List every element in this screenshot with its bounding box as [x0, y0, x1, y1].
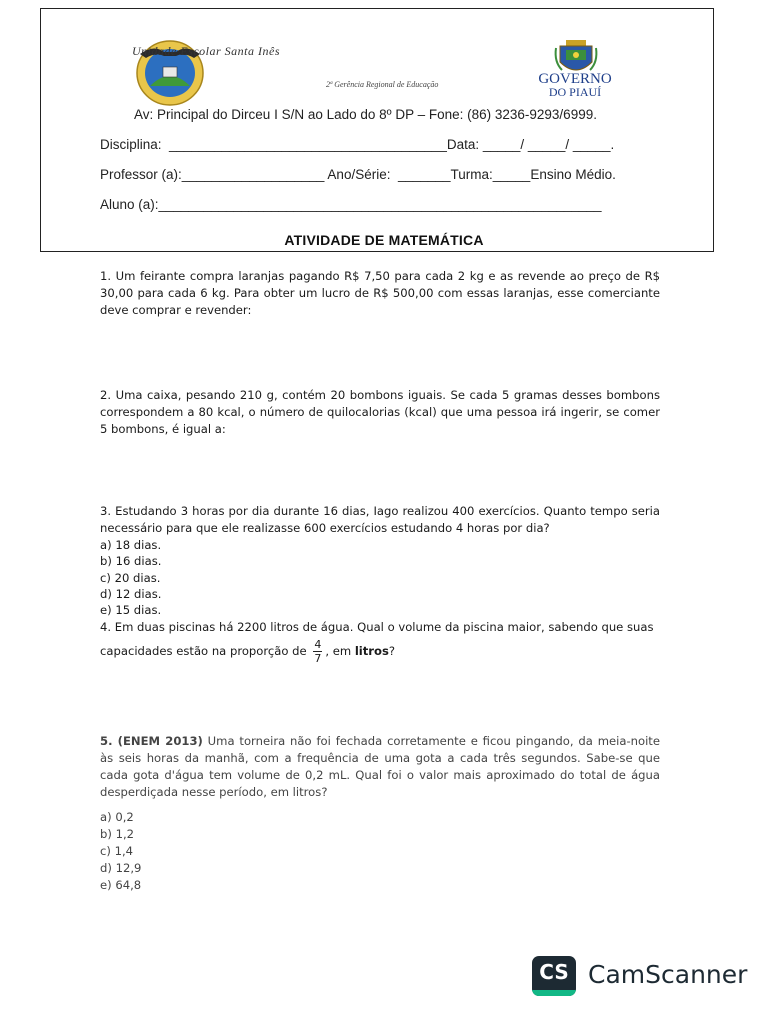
- gov-logo-line1: GOVERNO: [538, 71, 612, 87]
- question-3: [100, 503, 660, 618]
- question-5-option-e: e) 64,8: [100, 878, 142, 892]
- question-4-line-1: 4. Em duas piscinas há 2200 litros de água. Qual o volume da piscina maior, sabendo que suas: [100, 620, 654, 634]
- school-name: Unidade Escolar Santa Inês: [132, 44, 280, 58]
- question-5-option-a: a) 0,2: [100, 810, 134, 824]
- question-4-end: ?: [388, 644, 396, 658]
- question-5-option-d: d) 12,9: [100, 861, 142, 875]
- school-address: Av: Principal do Dirceu I S/N ao Lado do 8º DP – Fone: (86) 3236-9293/6999.: [134, 107, 597, 122]
- camscanner-logo-icon: [532, 956, 576, 996]
- question-2: 2. Uma caixa, pesando 210 g, contém 20 bombons iguais. Se cada 5 gramas desses bombons correspondem a 80 kcal, o número de quilocalorias (kcal) que uma pessoa irá ingerir, se comer 5 bombons, é igual a:: [100, 388, 660, 436]
- gov-logo-line2: DO PIAUÍ: [548, 85, 602, 99]
- camscanner-logo-stripe: [532, 990, 576, 996]
- camscanner-logo-text: CS: [539, 960, 569, 984]
- question-4-unit-prefix: , em: [325, 644, 355, 658]
- question-5-option-b: b) 1,2: [100, 827, 135, 841]
- secretaria-label: 2ª Gerência Regional de Educação: [326, 80, 439, 89]
- question-4-line-2: [100, 638, 660, 665]
- question-5: [100, 733, 660, 894]
- aluno-field-line: Aluno (a):___________________________________________________________: [100, 197, 602, 212]
- question-3-option-e: e) 15 dias.: [100, 603, 162, 618]
- question-3-option-c: c) 20 dias.: [100, 570, 161, 585]
- question-1: 1. Um feirante compra laranjas pagando R$ 7,50 para cada 2 kg e as revende ao preço de R$ 30,00 para cada 6 kg. Para obter um lucro de R$ 500,00 com essas laranjas, esse comerciante deve comprar e revender:: [100, 269, 660, 317]
- question-3-option-a: a) 18 dias.: [100, 538, 162, 552]
- fraction-numerator: 4: [314, 638, 322, 651]
- question-3-text: 3. Estudando 3 horas por dia durante 16 dias, Iago realizou 400 exercícios. Quanto tempo seria necessário para que ele realizasse 600 exercícios estudando 4 horas por dia?: [100, 504, 660, 535]
- government-logo-text: [537, 73, 613, 99]
- page-title: ATIVIDADE DE MATEMÁTICA: [284, 232, 484, 248]
- question-3-option-d: d) 12 dias.: [100, 586, 162, 601]
- question-5-statement: Uma torneira não foi fechada corretamente e ficou pingando, da meia-noite às seis horas da manhã, com a frequência de uma gota a cada três segundos. Sabe-se que cada gota d'água tem volume de 0,2 mL. Qual foi o valor mais aproximado do total de água desperdiçada nesse período, em litros?: [100, 734, 660, 799]
- question-4-unit: litros: [354, 644, 389, 658]
- camscanner-brand: CamScanner: [588, 960, 748, 989]
- question-5-label: 5. (ENEM 2013): [100, 734, 203, 748]
- question-3-option-b: b) 16 dias.: [100, 554, 162, 569]
- question-4: [100, 619, 660, 665]
- disciplina-field-line: Disciplina: _____________________________________Data: _____/ _____/ _____.: [100, 137, 615, 152]
- question-5-text: [100, 733, 660, 801]
- fraction-denominator: 7: [314, 652, 322, 665]
- question-4-proportion-text: capacidades estão na proporção de: [100, 644, 307, 658]
- professor-field-line: Professor (a):___________________ Ano/Série: _______Turma:_____Ensino Médio.: [100, 167, 616, 182]
- fraction: [313, 638, 322, 665]
- question-5-option-c: c) 1,4: [100, 844, 134, 858]
